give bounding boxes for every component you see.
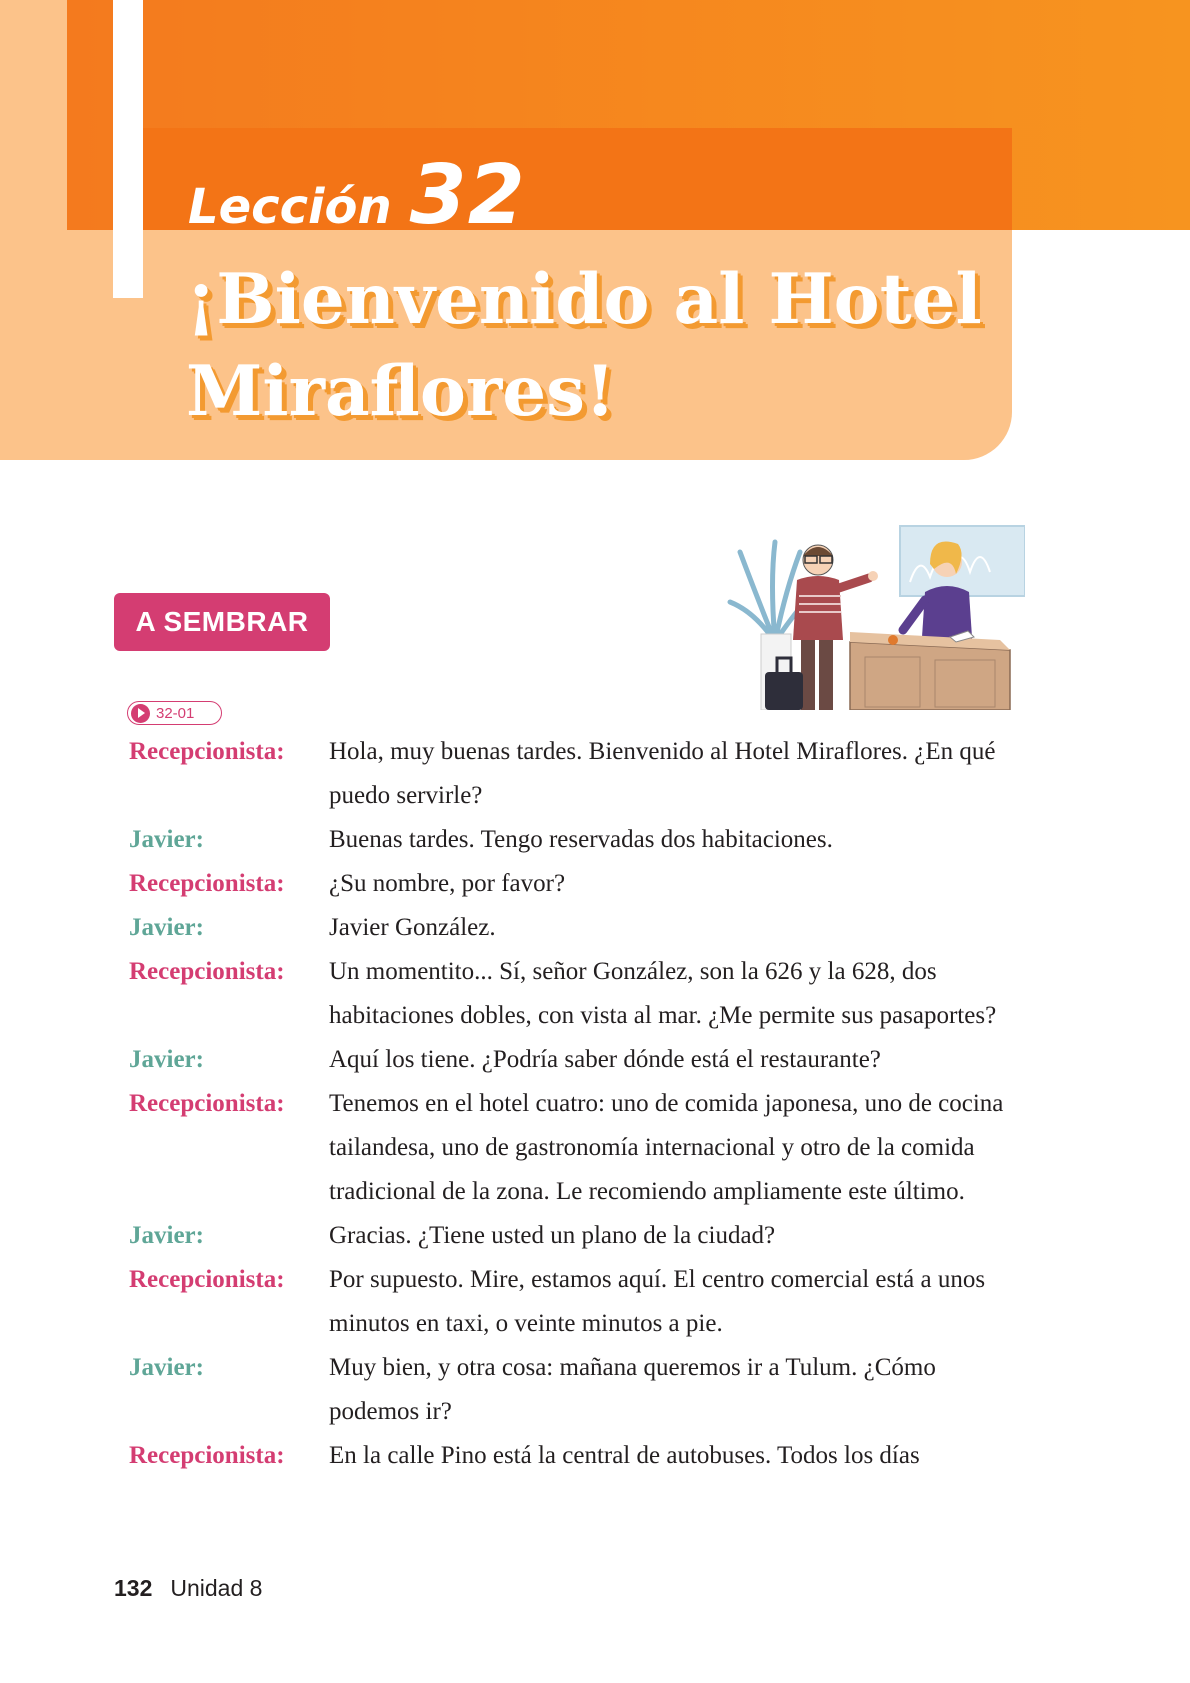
audio-track-button[interactable]	[127, 701, 222, 725]
dialogue-line	[129, 730, 1029, 818]
dialogue-line	[129, 1082, 1029, 1214]
speaker-name: Recepcionista:	[129, 958, 285, 985]
speaker-name: Recepcionista:	[129, 1090, 285, 1117]
speaker-name: Javier:	[129, 1222, 204, 1249]
lesson-label	[188, 148, 526, 243]
dialogue-text: En la calle Pino está la central de autobuses. Todos los días	[329, 1442, 920, 1469]
dialogue-line	[129, 950, 1029, 1038]
page-footer	[114, 1575, 262, 1602]
lesson-word: Lección	[188, 179, 392, 235]
page-number: 132	[114, 1575, 153, 1601]
dialogue-text: Tenemos en el hotel cuatro: uno de comida japonesa, uno de cocina tailandesa, uno de gastronomía internacional y otro de la comida tradicional de la zona. Le recomiendo ampliamente este último.	[329, 1090, 1004, 1205]
speaker-name: Javier:	[129, 1046, 204, 1073]
dialogue-text: Buenas tardes. Tengo reservadas dos habitaciones.	[329, 826, 833, 853]
dialogue-line	[129, 1346, 1029, 1434]
dialogue-text: Un momentito... Sí, señor González, son la 626 y la 628, dos habitaciones dobles, con vista al mar. ¿Me permite sus pasaportes?	[329, 958, 997, 1029]
dialogue-line	[129, 1214, 1029, 1258]
speaker-name: Javier:	[129, 1354, 204, 1381]
speaker-name: Recepcionista:	[129, 738, 285, 765]
dialogue-text: ¿Su nombre, por favor?	[329, 870, 566, 897]
lesson-number: 32	[409, 148, 526, 243]
speaker-name: Javier:	[129, 914, 204, 941]
dialogue-text: Hola, muy buenas tardes. Bienvenido al Hotel Miraflores. ¿En qué puedo servirle?	[329, 738, 996, 809]
dialogue-line	[129, 818, 1029, 862]
play-icon	[131, 704, 150, 723]
dialogue-text: Por supuesto. Mire, estamos aquí. El centro comercial está a unos minutos en taxi, o veinte minutos a pie.	[329, 1266, 986, 1337]
section-tag: A SEMBRAR	[114, 593, 330, 651]
dialogue-text: Muy bien, y otra cosa: mañana queremos ir a Tulum. ¿Cómo podemos ir?	[329, 1354, 936, 1425]
audio-track-label: 32-01	[156, 704, 195, 722]
speaker-name: Recepcionista:	[129, 1442, 285, 1469]
lesson-banner	[0, 0, 1190, 470]
banner-accent-bar	[113, 0, 143, 298]
dialogue-text: Javier González.	[329, 914, 496, 941]
dialogue-line	[129, 1258, 1029, 1346]
dialogue-line	[129, 862, 1029, 906]
speaker-name: Javier:	[129, 826, 204, 853]
lesson-title: ¡Bienvenido al Hotel Miraflores!	[186, 259, 982, 432]
unit-label: Unidad 8	[170, 1575, 263, 1601]
dialogue-line	[129, 1434, 1029, 1478]
dialogue-text: Aquí los tiene. ¿Podría saber dónde está el restaurante?	[329, 1046, 881, 1073]
speaker-name: Recepcionista:	[129, 1266, 285, 1293]
dialogue-line	[129, 906, 1029, 950]
speaker-name: Recepcionista:	[129, 870, 285, 897]
hotel-reception-illustration	[725, 522, 1025, 710]
dialogue	[129, 730, 1029, 1478]
dialogue-text: Gracias. ¿Tiene usted un plano de la ciudad?	[329, 1222, 776, 1249]
dialogue-line	[129, 1038, 1029, 1082]
